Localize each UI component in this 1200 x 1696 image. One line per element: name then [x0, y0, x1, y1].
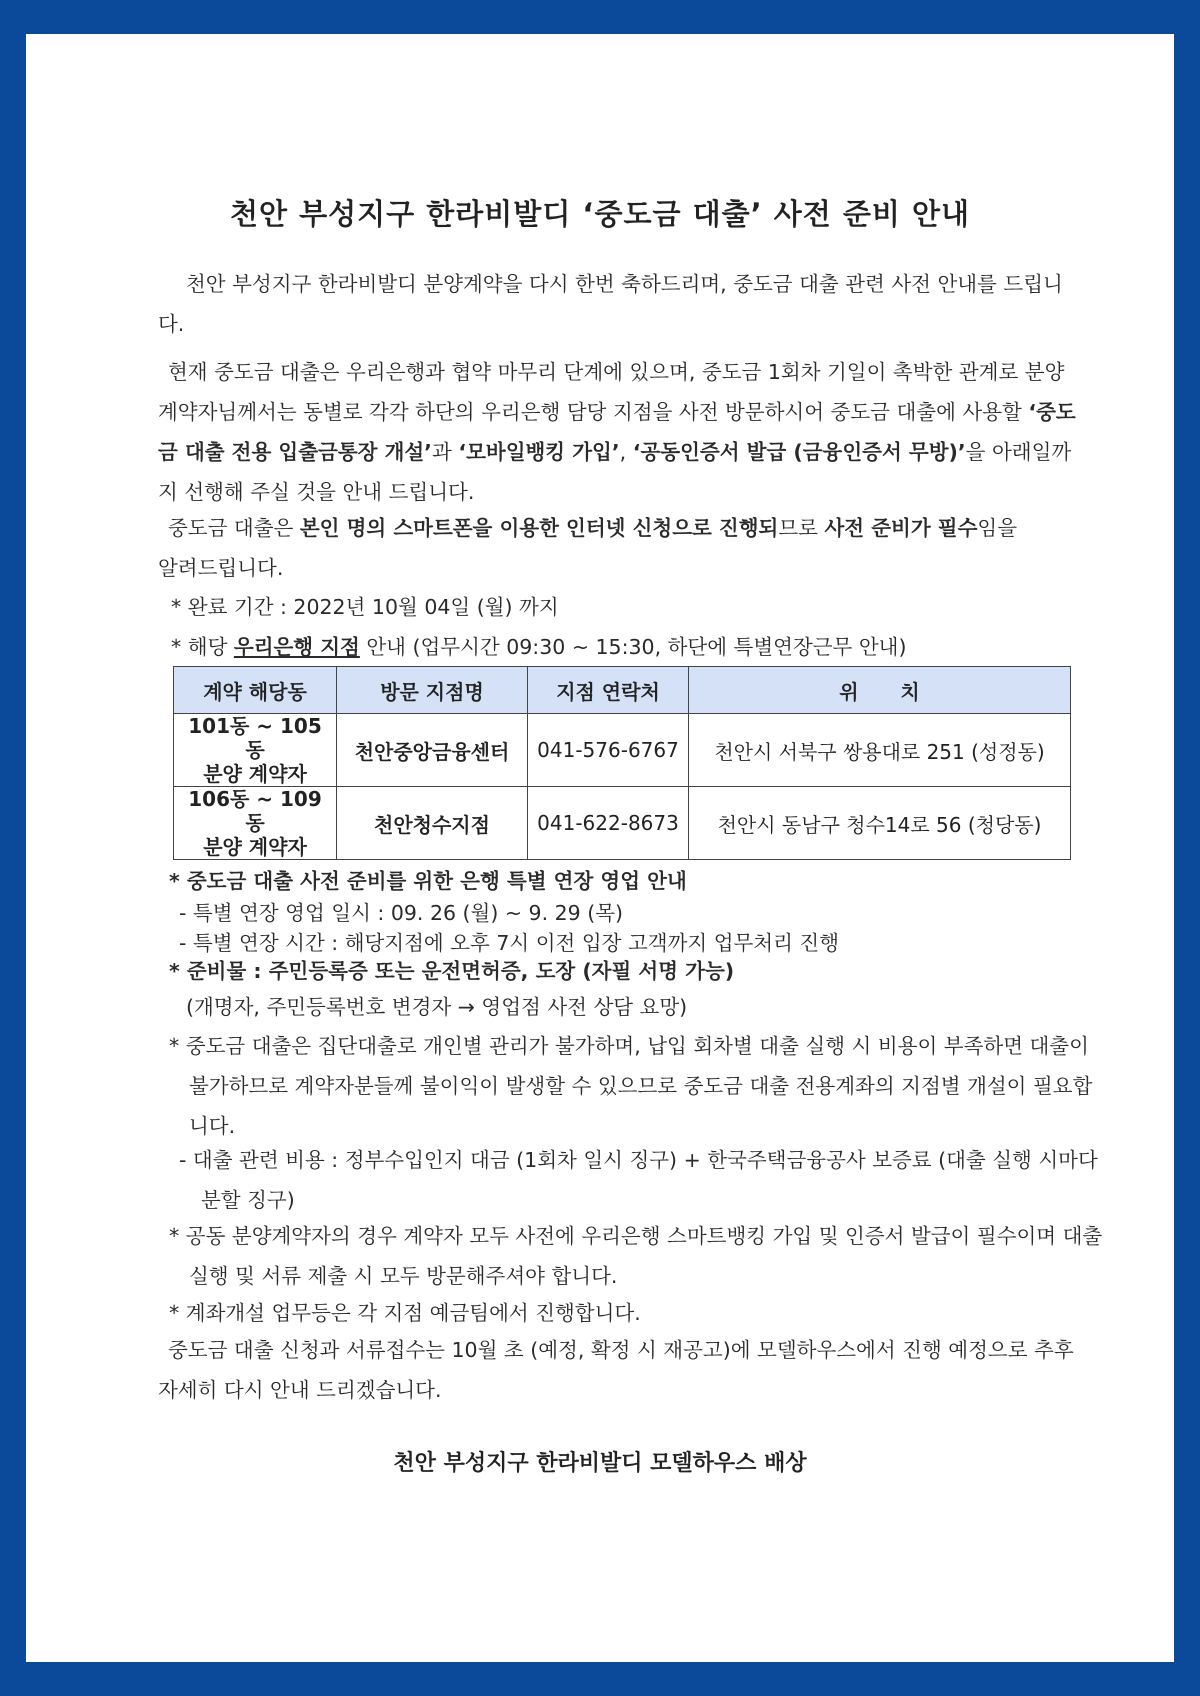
phone-cell: 041-576-6767	[528, 714, 689, 787]
special-hours-date: - 특별 연장 영업 일시 : 09. 26 (월) ~ 9. 29 (목)	[179, 901, 624, 925]
special-hours-heading: * 중도금 대출 사전 준비를 위한 은행 특별 연장 영업 안내	[169, 869, 687, 893]
branch-note-suffix: 안내 (업무시간 09:30 ~ 15:30, 하단에 특별연장근무 안내)	[359, 635, 907, 659]
document-page	[26, 34, 1174, 1662]
intro-paragraph-3	[158, 508, 1038, 588]
intro-bold-required: 사전 준비가 필수	[824, 516, 978, 540]
intro-bold-mobile: ‘모바일뱅킹 가입’	[458, 440, 620, 464]
table-header-row	[174, 667, 1071, 714]
branch-note	[171, 630, 1101, 660]
location-cell: 천안시 동남구 청수14로 56 (청당동)	[689, 787, 1071, 860]
intro-bold-smartphone: 본인 명의 스마트폰을 이용한 인터넷 신청으로 진행되	[299, 516, 779, 540]
dong-cell: 101동 ~ 105동 분양 계약자	[174, 714, 337, 787]
branch-table	[173, 666, 1071, 860]
intro-text-2c: 과	[431, 440, 459, 464]
document-title: 천안 부성지구 한라비발디 ‘중도금 대출’ 사전 준비 안내	[229, 197, 970, 231]
intro-text-2a: 현재 중도금 대출은 우리은행과 협약 마무리 단계에 있으며, 중도금 1회차 기일이 촉박한 관계로 분양계약자님께서는 동별로 각각 하단의 우리은행 담당 지점을 사전 방문하시어 중도금 대출에 사용할	[158, 360, 1065, 424]
dong-cell: 106동 ~ 109동 분양 계약자	[174, 787, 337, 860]
table-row	[174, 714, 1071, 787]
note-joint: * 공동 분양계약자의 경우 계약자 모두 사전에 우리은행 스마트뱅킹 가입 및 인증서 발급이 필수이며 대출실행 및 서류 제출 시 모두 방문해주셔야 합니다.	[169, 1224, 1103, 1288]
branch-note-underlined: 우리은행 지점	[233, 635, 360, 659]
header-location: 위 치	[689, 667, 1071, 714]
intro-text-2d: ,	[619, 440, 633, 464]
intro-bold-cert: ‘공동인증서 발급 (금융인증서 무방)’	[632, 440, 966, 464]
special-hours-time: - 특별 연장 시간 : 해당지점에 오후 7시 이전 입장 고객까지 업무처리 진행	[179, 931, 840, 955]
intro-text-3c: 므로	[778, 516, 825, 540]
header-branch: 방문 지점명	[337, 667, 528, 714]
note-costs: - 대출 관련 비용 : 정부수입인지 대금 (1회차 일시 징구) + 한국주택금융공사 보증료 (대출 실행 시마다 분할 징구)	[179, 1148, 1098, 1212]
intro-text-2e: 을 아래일까지 선행해 주실 것을 안내 드립니다.	[158, 440, 1072, 504]
header-dong: 계약 해당동	[174, 667, 337, 714]
documents-heading: * 준비물 : 주민등록증 또는 운전면허증, 도장 (자필 서명 가능)	[169, 959, 735, 983]
table-row	[174, 787, 1071, 860]
header-phone: 지점 연락처	[528, 667, 689, 714]
footer-signature: 천안 부성지구 한라비발디 모델하우스 배상	[393, 1451, 807, 1476]
branch-name-cell: 천안중앙금융센터	[337, 714, 528, 787]
note-account: * 계좌개설 업무등은 각 지점 예금팀에서 진행합니다.	[169, 1301, 641, 1325]
intro-paragraph-1	[158, 264, 1088, 344]
note-closing: 중도금 대출 신청과 서류접수는 10월 초 (예정, 확정 시 재공고)에 모델하우스에서 진행 예정으로 추후 자세히 다시 안내 드리겠습니다.	[158, 1338, 1074, 1402]
branch-note-prefix: * 해당	[171, 635, 234, 659]
intro-text-3a: 중도금 대출은	[168, 516, 300, 540]
intro-paragraph-2	[158, 352, 1078, 512]
note-group-loan: * 중도금 대출은 집단대출로 개인별 관리가 불가하며, 납입 회차별 대출 실행 시 비용이 부족하면 대출이 불가하므로 계약자분들께 불이익이 발생할 수 있으므로 중도금 대출 전용계좌의 지점별 개설이 필요합니다.	[169, 1034, 1093, 1138]
location-cell: 천안시 서북구 쌍용대로 251 (성정동)	[689, 714, 1071, 787]
intro-text-1: 천안 부성지구 한라비발디 분양계약을 다시 한번 축하드리며, 중도금 대출 관련 사전 안내를 드립니다.	[158, 272, 1063, 336]
intro-text-3d: 임을 알려드립니다.	[158, 516, 1017, 580]
phone-cell: 041-622-8673	[528, 787, 689, 860]
intro-bold-account: ‘중도금 대출 전용 입출금통장 개설’	[158, 400, 1076, 464]
deadline: * 완료 기간 : 2022년 10월 04일 (월) 까지	[171, 595, 559, 619]
documents-note: (개명자, 주민등록번호 변경자 → 영업점 사전 상담 요망)	[186, 995, 688, 1019]
branch-name-cell: 천안청수지점	[337, 787, 528, 860]
